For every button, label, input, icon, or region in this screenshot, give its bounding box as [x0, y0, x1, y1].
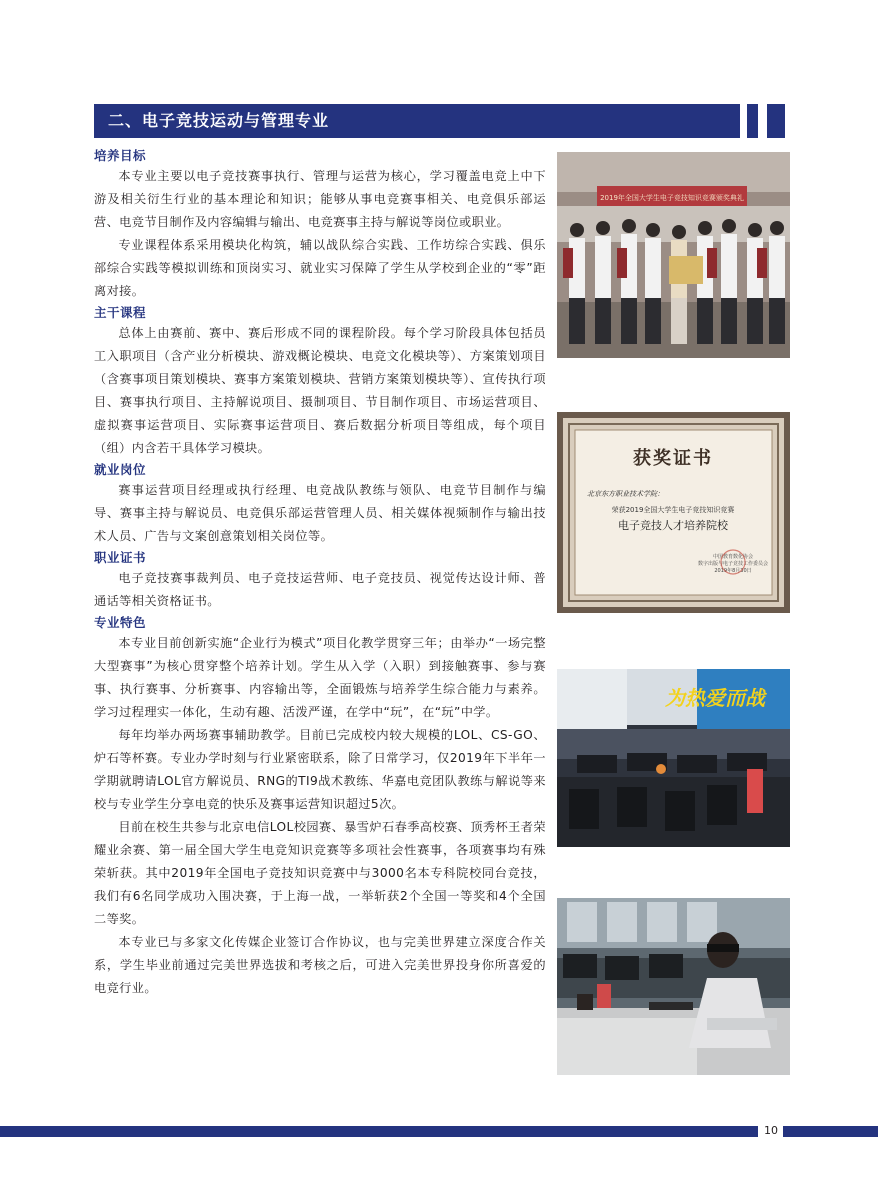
certificate-line2: 电子竞技人才培养院校 — [618, 519, 728, 532]
student-gaming-photo — [557, 898, 790, 1075]
banner-decoration-square — [767, 104, 785, 138]
paragraph: 专业课程体系采用模块化构筑，辅以战队综合实践、工作坊综合实践、俱乐部综合实践等模拟训练和顶岗实习、就业实习保障了学生从学校到企业的“零”距离对接。 — [94, 238, 546, 298]
certificate-issuer2: 数字出版与电子竞技工作委员会 — [697, 561, 769, 567]
heading-core-courses: 主干课程 — [94, 305, 147, 320]
certificate-recipient: 北京东方职业技术学院： — [587, 490, 664, 498]
award-ceremony-photo — [557, 152, 790, 358]
certificate-line1: 荣获2019全国大学生电子竞技知识竞赛 — [611, 506, 735, 514]
paragraph: 目前在校生共参与北京电信LOL校园赛、暴雪炉石春季高校赛、顶秀杯王者荣耀业余赛、第一届全国大学生电竞知识竞赛等多项社会性赛事，各项赛事均有殊荣斩获。其中2019年全国电子竞技知识竞赛中与3000名本专科院校同台竞技，我们有6名同学成功入围决赛，于上海一战，一举斩获2个全国一等奖和4个全国二等奖。 — [94, 820, 546, 926]
footer-bar — [0, 1126, 758, 1137]
ceremony-banner-text: 2019年全国大学生电子竞技知识竞赛颁奖典礼 — [600, 194, 744, 202]
certificate-issuer1: 中国教育数化协会 — [712, 554, 754, 560]
certificate-date: 2019年8月30日 — [714, 568, 752, 574]
paragraph: 总体上由赛前、赛中、赛后形成不同的课程阶段。每个学习阶段具体包括员工入职项目（含产业分析模块、游戏概论模块、电竞文化模块等）、方案策划项目（含赛事项目策划模块、赛事方案策划模块、营销方案策划模块等）、宣传执行项目、赛事执行项目、主持解说项目、摄制项目、节目制作项目、市场运营项目、虚拟赛事运营项目、实际赛事运营项目、赛后数据分析项目等组成，每个项目（组）内含若干具体学习模块。 — [94, 326, 546, 455]
heading-employment: 就业岗位 — [94, 462, 147, 477]
section-title-banner — [94, 104, 740, 138]
paragraph: 本专业目前创新实施“企业行为模式”项目化教学贯穿三年；由举办“一场完整大型赛事”为核心贯穿整个培养计划。学生从入学（入职）到接触赛事、参与赛事、执行赛事、分析赛事、内容输出等，全面锻炼与培养学生综合能力与素养。学习过程理实一体化，生动有趣、活泼严谨，在学中“玩”，在“玩”中学。 — [94, 636, 546, 719]
paragraph: 本专业已与多家文化传媒企业签订合作协议，也与完美世界建立深度合作关系，学生毕业前通过完美世界选拔和考核之后，可进入完美世界投身你所喜爱的电竞行业。 — [94, 935, 546, 995]
body-text-column — [94, 146, 546, 1000]
page-number: 10 — [764, 1124, 778, 1137]
heading-certificates: 职业证书 — [94, 550, 147, 565]
heading-training-goal: 培养目标 — [94, 148, 147, 163]
esports-classroom-photo — [557, 669, 790, 847]
paragraph: 每年均举办两场赛事辅助教学。目前已完成校内较大规模的LOL、CS-GO、炉石等杯赛。专业办学时刻与行业紧密联系，除了日常学习，仅2019年下半年一学期就聘请LOL官方解说员、RNG的TI9战术教练、华嘉电竞团队教练与解说等来校与专业学生分享电竞的快乐及赛事运营知识超过5次。 — [94, 728, 546, 811]
section-title: 二、电子竞技运动与管理专业 — [108, 111, 330, 130]
banner-decoration-square — [747, 104, 758, 138]
footer-bar — [783, 1126, 878, 1137]
paragraph: 赛事运营项目经理或执行经理、电竞战队教练与领队、电竞节目制作与编导、赛事主持与解说员、电竞俱乐部运营管理人员、相关媒体视频制作与输出技术人员、广告与文案创意策划相关岗位等。 — [94, 483, 546, 543]
certificate-photo — [557, 412, 790, 613]
heading-features: 专业特色 — [94, 615, 147, 630]
paragraph: 本专业主要以电子竞技赛事执行、管理与运营为核心，学习覆盖电竞上中下游及相关衍生行业的基本理论和知识；能够从事电竞赛事相关、电竞俱乐部运营、电竞节目制作及内容编辑与输出、电竞赛事主持与解说等岗位或职业。 — [94, 169, 546, 229]
paragraph: 电子竞技赛事裁判员、电子竞技运营师、电子竞技员、视觉传达设计师、普通话等相关资格证书。 — [94, 571, 546, 608]
classroom-wall-text: 为热爱而战 — [665, 686, 765, 710]
certificate-title: 获奖证书 — [633, 448, 713, 469]
